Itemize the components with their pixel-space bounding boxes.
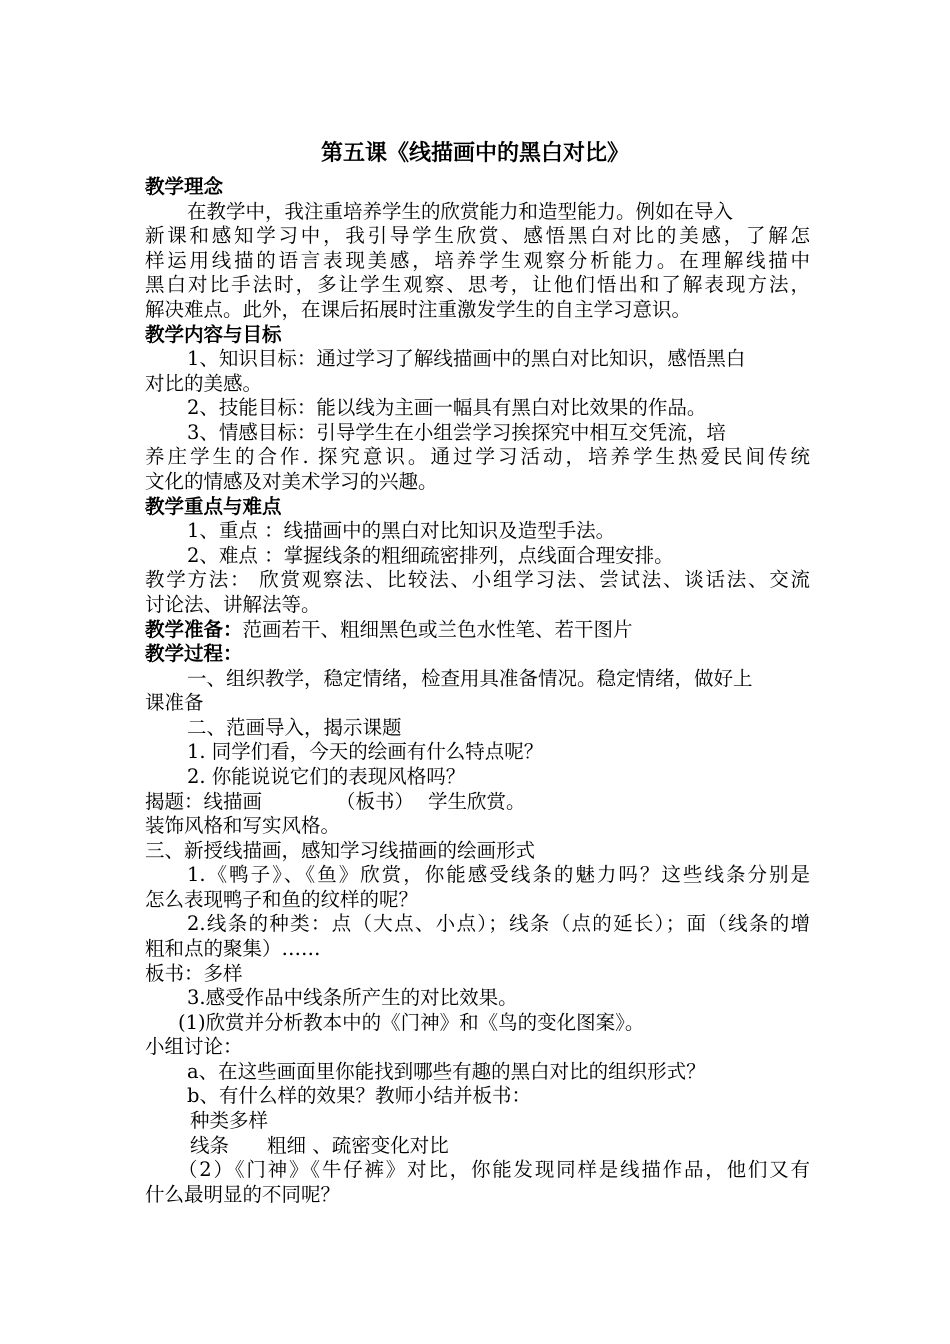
section-heading-content-goals: 教学内容与目标 [145, 323, 282, 346]
paragraph-line: 小组讨论： [145, 1035, 243, 1058]
section-heading-key-points: 教学重点与难点 [145, 495, 282, 518]
paragraph-line: （2）《门神》《牛仔裤》对比，你能发现同样是线描作品，他们又有 [178, 1158, 810, 1181]
section-heading-philosophy: 教学理念 [145, 175, 224, 198]
contrast-text: 粗细 、疏密变化对比 [267, 1134, 449, 1157]
paragraph-line: 什么最明显的不同呢？ [145, 1183, 341, 1206]
paragraph-line: 文化的情感及对美术学习的兴趣。 [145, 470, 438, 493]
paragraph-line: 样运用线描的语言表现美感，培养学生观察分析能力。在理解线描中 [145, 249, 810, 272]
paragraph-line: 二、范画导入，揭示课题 [187, 716, 402, 739]
paragraph-line: 2.线条的种类：点（大点、小点）；线条（点的延长）；面（线条的增 [187, 912, 810, 935]
page-title: 第五课《线描画中的黑白对比》 [320, 141, 629, 166]
paragraph-line: 课准备 [145, 691, 204, 714]
paragraph-line: 养庄学生的合作. 探究意识。通过学习活动，培养学生热爱民间传统 [145, 445, 810, 468]
board-note: （板书） [336, 790, 415, 813]
paragraph-line: 新课和感知学习中，我引导学生欣赏、感悟黑白对比的美感，了解怎 [145, 224, 810, 247]
paragraph-line: 1、知识目标：通过学习了解线描画中的黑白对比知识，感悟黑白 [187, 347, 746, 370]
paragraph-line: 1.《鸭子》、《鱼》欣赏，你能感受线条的魅力吗？这些线条分别是 [187, 863, 810, 886]
paragraph-line: 教学方法： 欣赏观察法、比较法、小组学习法、尝试法、谈话法、交流 [145, 568, 810, 591]
paragraph-line: 1. 同学们看，今天的绘画有什么特点呢？ [187, 740, 544, 763]
paragraph-line: 3.感受作品中线条所产生的对比效果。 [187, 986, 518, 1009]
lines-label: 线条 [190, 1134, 230, 1157]
paragraph-line: 2. 你能说说它们的表现风格吗？ [187, 765, 466, 788]
paragraph-line: 解决难点。此外，在课后拓展时注重激发学生的自主学习意识。 [145, 298, 692, 321]
paragraph-line: 在教学中，我注重培养学生的欣赏能力和造型能力。例如在导入 [187, 200, 734, 223]
preparation-line [145, 618, 810, 642]
paragraph-line: b、有什么样的效果？教师小结并板书： [187, 1084, 531, 1107]
paragraph-line: 3、情感目标：引导学生在小组尝学习挨探究中相互交凭流，培 [187, 421, 726, 444]
paragraph-line: 讨论法、讲解法等。 [145, 593, 321, 616]
section-heading-preparation: 教学准备： [145, 618, 243, 641]
reveal-topic-label: 揭题：线描画 [145, 790, 263, 813]
appreciate-note: 学生欣赏。 [428, 790, 526, 813]
paragraph-line: 粗和点的聚集）…… [145, 937, 321, 960]
reveal-topic-line [145, 790, 810, 814]
paragraph-line: 板书：多样 [145, 962, 243, 985]
paragraph-line: 装饰风格和写实风格。 [145, 814, 341, 837]
paragraph-line: 一、组织教学，稳定情绪，检查用具准备情况。稳定情绪，做好上 [187, 667, 753, 690]
paragraph-line: 1、重点 ：线描画中的黑白对比知识及造型手法。 [187, 519, 616, 542]
paragraph-line: 2、技能目标：能以线为主画一幅具有黑白对比效果的作品。 [187, 396, 707, 419]
paragraph-line: 种类多样 [190, 1109, 269, 1132]
paragraph-line: 2、难点 ：掌握线条的粗细疏密排列，点线面合理安排。 [187, 544, 674, 567]
lines-summary-line [190, 1134, 855, 1158]
paragraph-line: 怎么表现鸭子和鱼的纹样的呢？ [145, 888, 419, 911]
paragraph-line: 对比的美感。 [145, 372, 263, 395]
section-heading-process: 教学过程： [145, 642, 243, 665]
preparation-text: 范画若干、粗细黑色或兰色水性笔、若干图片 [242, 618, 633, 641]
paragraph-line: 黑白对比手法时，多让学生观察、思考，让他们悟出和了解表现方法， [145, 273, 810, 296]
paragraph-line: a、在这些画面里你能找到哪些有趣的黑白对比的组织形式？ [187, 1060, 706, 1083]
paragraph-line: (1)欣赏并分析教本中的《门神》和《鸟的变化图案》。 [178, 1011, 645, 1034]
paragraph-line: 三、新授线描画，感知学习线描画的绘画形式 [145, 839, 536, 862]
